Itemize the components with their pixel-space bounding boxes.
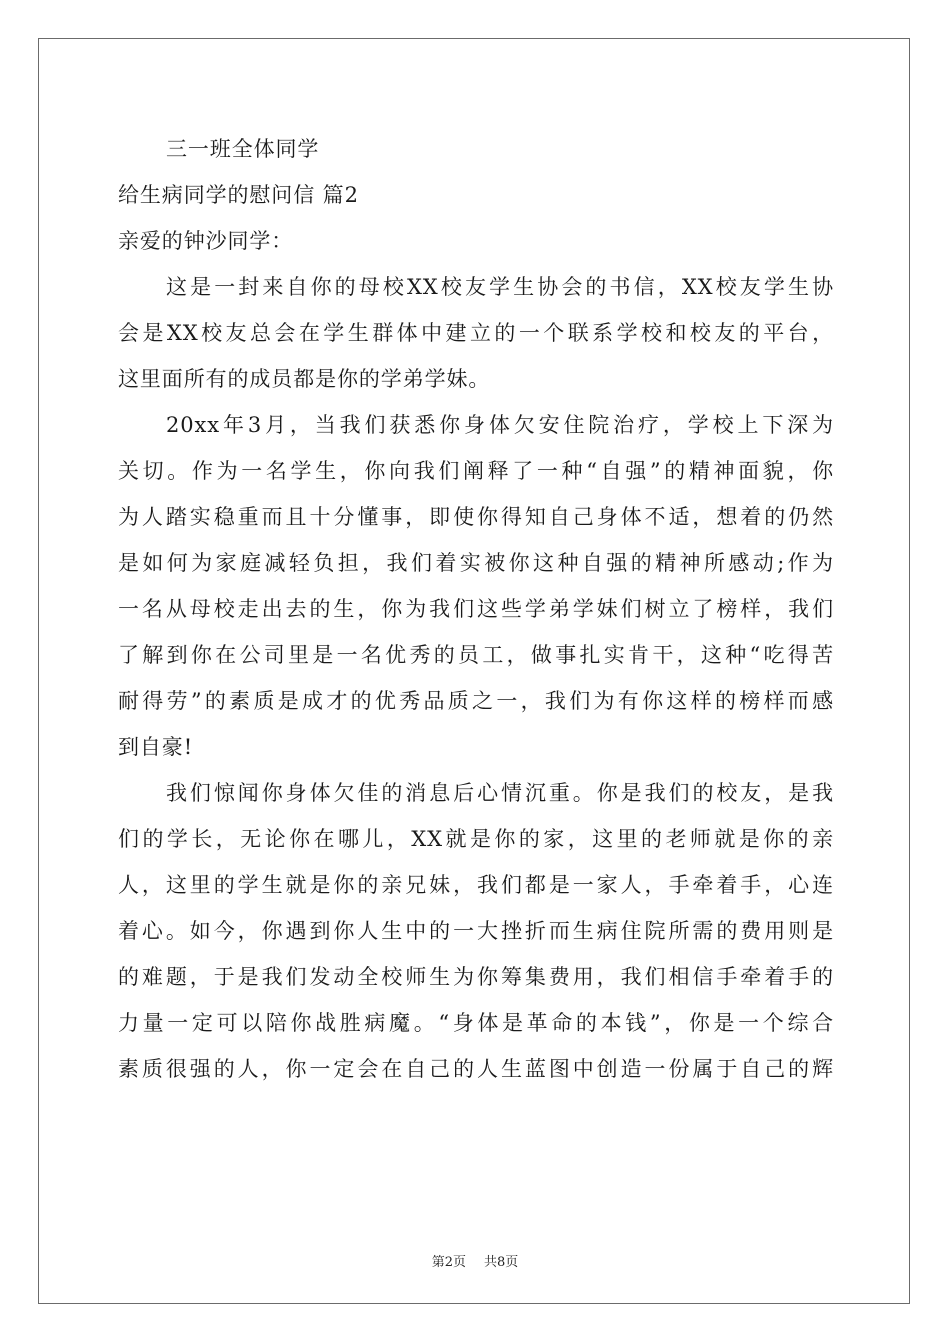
signature-line: 三一班全体同学 bbox=[166, 137, 320, 161]
paragraph-3-line-1: 我们惊闻你身体欠佳的消息后心情沉重。你是我们的校友，是我 bbox=[166, 781, 834, 805]
paragraph-1-line-1: 这是一封来自你的母校XX校友学生协会的书信，XX校友学生协 bbox=[166, 275, 834, 299]
paragraph-3-line-3: 人，这里的学生就是你的亲兄妹，我们都是一家人，手牵着手，心连 bbox=[118, 873, 834, 897]
salutation: 亲爱的钟沙同学： bbox=[118, 229, 294, 253]
page-number: 第2页 bbox=[431, 1255, 466, 1270]
paragraph-2-line-4: 是如何为家庭减轻负担，我们着实被你这种自强的精神所感动;作为 bbox=[118, 551, 834, 575]
paragraph-2-line-3: 为人踏实稳重而且十分懂事，即使你得知自己身体不适，想着的仍然 bbox=[118, 505, 834, 529]
paragraph-2-line-2: 关切。作为一名学生，你向我们阐释了一种“自强”的精神面貌，你 bbox=[118, 459, 834, 483]
paragraph-2-line-6: 了解到你在公司里是一名优秀的员工，做事扎实肯干，这种“吃得苦 bbox=[118, 643, 834, 667]
paragraph-3-line-4: 着心。如今，你遇到你人生中的一大挫折而生病住院所需的费用则是 bbox=[118, 919, 834, 943]
section-title: 给生病同学的慰问信 篇2 bbox=[118, 183, 359, 207]
document-body bbox=[118, 126, 834, 1092]
paragraph-1-line-3: 这里面所有的成员都是你的学弟学妹。 bbox=[118, 367, 491, 391]
paragraph-2-line-7: 耐得劳”的素质是成才的优秀品质之一，我们为有你这样的榜样而感 bbox=[118, 689, 834, 713]
paragraph-3-line-2: 们的学长，无论你在哪儿，XX就是你的家，这里的老师就是你的亲 bbox=[118, 827, 834, 851]
page-total: 共8页 bbox=[484, 1255, 519, 1270]
paragraph-3-line-7: 素质很强的人，你一定会在自己的人生蓝图中创造一份属于自己的辉 bbox=[118, 1057, 834, 1081]
paragraph-2-line-5: 一名从母校走出去的生，你为我们这些学弟学妹们树立了榜样，我们 bbox=[118, 597, 834, 621]
paragraph-2-line-8: 到自豪! bbox=[118, 735, 194, 759]
paragraph-1-line-2: 会是XX校友总会在学生群体中建立的一个联系学校和校友的平台， bbox=[118, 321, 834, 345]
page-footer bbox=[0, 1251, 950, 1270]
paragraph-3-line-6: 力量一定可以陪你战胜病魔。“身体是革命的本钱”，你是一个综合 bbox=[118, 1011, 834, 1035]
paragraph-3-line-5: 的难题，于是我们发动全校师生为你筹集费用，我们相信手牵着手的 bbox=[118, 965, 834, 989]
paragraph-2-line-1: 20xx年3月，当我们获悉你身体欠安住院治疗，学校上下深为 bbox=[166, 413, 834, 437]
